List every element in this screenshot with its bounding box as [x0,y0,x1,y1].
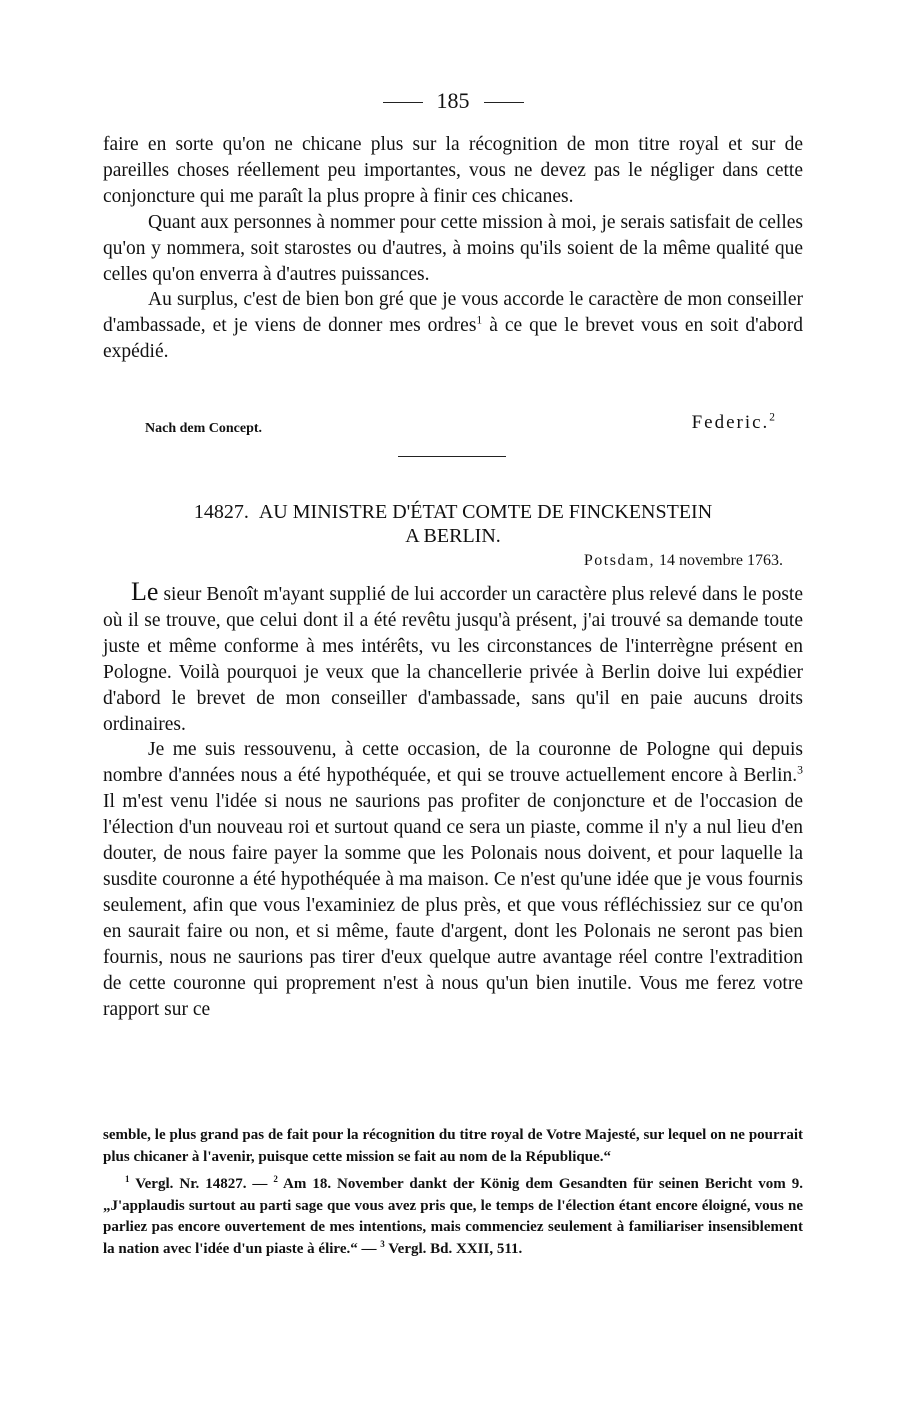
letter-2-body [103,579,803,1022]
footnote-2-mark: 2 [273,1174,278,1184]
letter-1-paragraph-1: faire en sorte qu'on ne chicane plus sur la récognition de mon titre royal et sur de pareilles choses réellement peu importantes, vous ne devez pas le négliger dans cette conjoncture qui me paraît la plus propre à finir ces chicanes. [103,134,803,207]
letter-title: AU MINISTRE D'ÉTAT COMTE DE FINCKENSTEIN [258,501,713,523]
footnote-ref-1: 1 [476,313,483,327]
footnote-2-text: Am 18. November dankt der König dem Gesandten für seinen Bericht vom 9. „J'applaudis surtout au parti sage que vous avez pris que, le temps de l'élection étant encore éloigné, vous ne parliez pas encore ouvertement de mes intentions, mais commenciez seulement à familiariser insensiblement la nation avec l'idée d'un piaste à élire.“ — [103,1176,803,1257]
letter-1-paragraph-2: Quant aux personnes à nommer pour cette mission à moi, je serais satisfait de celles qu'on y nommera, soit starostes ou d'autres, à moins qu'ils soient de la même qualité que celles qu'on enverra à d'autres puissances. [103,211,803,285]
section-divider [398,456,506,457]
signature [692,412,777,434]
dateline-place: Potsdam, [583,552,656,569]
footnote-entries [103,1174,803,1260]
footnote-1-mark: 1 [125,1174,130,1184]
letter-1-paragraph-3-text: Au surplus, c'est de bien bon gré que je vous accorde le caractère de mon conseiller d'ambassade, et je viens de donner mes ordres [103,289,803,337]
footnote-continuation: semble, le plus grand pas de fait pour la récognition du titre royal de Votre Majesté, sur lequel on ne pourrait plus chicaner à l'avenir, puisque cette mission se fait au nom de la République.“ [103,1127,803,1165]
source-note: Nach dem Concept. [145,421,263,436]
footnotes [103,1125,803,1260]
letter-1-body [103,132,803,365]
letter-2-paragraph-1-text: sieur Benoît m'ayant supplié de lui accorder un caractère plus relevé dans le poste où il se trouve, que celui dont il a été revêtu jusqu'à présent, j'ai trouvé sa demande toute juste et même conforme à mes intérêts, vu les circonstances de l'interrègne présent en Pologne. Voilà pourquoi je veux que la chancellerie privée à Berlin doive lui expédier d'abord le brevet de mon conseiller d'ambassade, sans qu'il en paie aucuns droits ordinaires. [103,584,803,735]
letter-1-paragraph-3-tail: à ce que le brevet vous en soit d'abord expédié. [103,315,804,363]
header-dash-right [484,102,524,103]
header-dash-left [383,102,423,103]
letter-2-paragraph-2 [103,737,803,1022]
letter-2-heading [103,500,803,548]
letter-2-paragraph-2-text: Je me suis ressouvenu, à cette occasion, de la couronne de Pologne qui depuis nombre d'années nous a été hypothéquée, et qui se trouve actuellement encore à Berlin. [103,739,803,787]
footnote-ref-3: 3 [797,763,803,777]
page-header [103,86,803,116]
footnote-1-text: Vergl. Nr. 14827. — [129,1176,274,1192]
heading-line-2: A BERLIN. [405,525,501,547]
letter-1-paragraph-3 [103,287,803,365]
letter-number: 14827. [193,501,249,523]
signature-text: Federic. [691,412,770,433]
footnote-3-text: Vergl. Bd. XXII, 511. [384,1240,523,1257]
dateline-date: 14 novembre 1763. [659,552,783,569]
page-number: 185 [436,88,470,113]
letter-2-paragraph-2-tail: Il m'est venu l'idée si nous ne saurions pas profiter de conjoncture et de l'occasion de l'élection d'un nouveau roi et surtout quand ce sera un piaste, comme il n'y a nul lieu d'en douter, de nous faire payer la somme que les Polonais nous doivent, et pour laquelle la susdite couronne a été hypothéquée à ma maison. Ce n'est qu'une idée que je vous fournis seulement, afin que vous l'examiniez de plus près, et que vous réfléchissiez sur ce qu'on en saurait faire ou non, et si même, faute d'argent, dont les Polonais ne seront pas bien fournis, nous ne saurions pas tirer d'eux quelque autre avantage réel contre l'extradition de cette couronne qui proprement n'est à nous qu'un bien inutile. Vous me ferez votre rapport sur ce [103,791,803,1020]
drop-initial: Le [131,577,159,606]
heading-line-1 [103,500,803,524]
footnote-3-mark: 3 [380,1238,385,1249]
dateline [584,552,783,570]
footnote-ref-2: 2 [769,411,777,424]
letter-2-paragraph-1 [103,579,803,737]
